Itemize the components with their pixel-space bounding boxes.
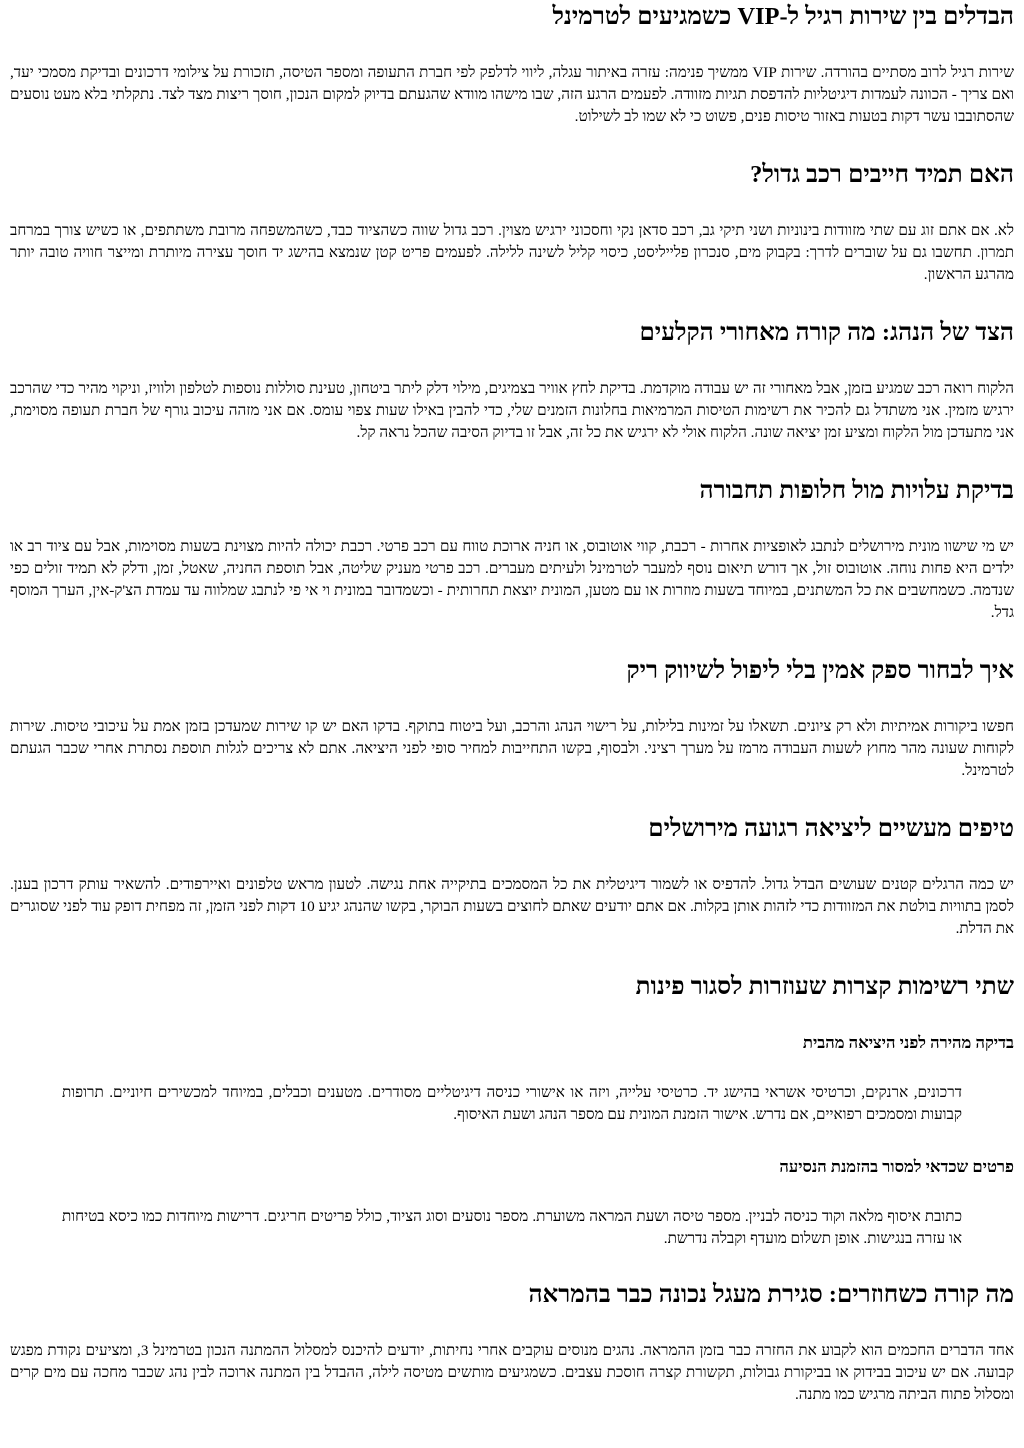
- section-paragraph: יש כמה הרגלים קטנים שעושים הבדל גדול. להדפיס או לשמור דיגיטלית את כל המסמכים בתיקייה אחת נגישה. לטעון מראש טלפונים ואיירפודים. להשאיר עותק דרכון בענן. לסמן בתוויות בולטת את המזוודות כדי לזהות אותן בקלות. אם אתם יודעים שאתם לחוצים בשעות הבוקר, בקשו שהנהג יגיע 10 דקות לפני הזמן, זה מפחית דופק עוד לפני שסוגרים את הדלת.: [10, 876, 1014, 937]
- section-heading: הבדלים בין שירות רגיל ל-VIP כשמגיעים לטרמינל: [552, 3, 1014, 30]
- subsection-paragraph: כתובת איסוף מלאה וקוד כניסה לבניין. מספר טיסה ושעת המראה משוערת. מספר נוסעים וסוג הציוד, כולל פריטים חריגים. דרישות מיוחדות כמו כיסא בטיחות או עזרה בנגישות. אופן תשלום מועדף וקבלה נדרשת.: [62, 1208, 962, 1247]
- section-heading: טיפים מעשיים ליציאה רגועה מירושלים: [648, 815, 1014, 842]
- section-practical-tips: [10, 814, 1014, 940]
- subsection-paragraph: דרכונים, ארנקים, וכרטיסי אשראי בהישג יד. כרטיסי עלייה, ויזה או אישורי כניסה דיגיטליים מסודרים. מטענים וכבלים, במיוחד למכשירים חיוניים. תרופות קבועות ומסמכים רפואיים, אם נדרש. אישור הזמנת המונית עם מספר הנהג ושעת האיסוף.: [62, 1084, 962, 1123]
- section-paragraph: לא. אם אתם זוג עם שתי מזוודות בינוניות ושני תיקי גב, רכב סדאן נקי וחסכוני ירגיש מצוין. רכב גדול שווה כשהציוד כבד, כשהמשפחה מרובת משתתפים, או כשיש צורך במרחב תמרון. תחשבו גם על שוברים לדרך: בקבוק מים, סנכרון פלייליסט, כיסוי קליל לשינה ללילה. לפעמים פריט קטן שנמצא בהישג יד חוסך עצירה מיותרת ומייצר חוויה טובה יותר מהרגע הראשון.: [10, 222, 1014, 283]
- section-driver-side: [10, 318, 1014, 444]
- section-paragraph: הלקוח רואה רכב שמגיע בזמן, אבל מאחורי זה יש עבודה מוקדמת. בדיקת לחץ אוויר בצמיגים, מילוי דלק ליתר ביטחון, טעינת סוללות נוספות לטלפון ולוויז, וניקוי מהיר כדי שהרכב ירגיש מזמין. אני משתדל גם להכיר את רשימות הטיסות המרמיאות בחלונות הזמנים שלי, כדי להבין באילו שעות צפוי עומס. אם אני מזהה עיכוב גורף של חברת תעופה מסוימת, אני מתעדכן מול הלקוח ומציע זמן יציאה שונה. הלקוח אולי לא ירגיש את כל זה, אבל זו בדיוק הסיבה שהכל נראה קל.: [10, 380, 1014, 441]
- subsection-heading: בדיקה מהירה לפני היציאה מהבית: [802, 1033, 1014, 1052]
- section-cost-comparison: [10, 476, 1014, 624]
- section-paragraph: אחד הדברים החכמים הוא לקבוע את החזרה כבר בזמן ההמראה. נהגים מנוסים עוקבים אחרי נחיתות, יודעים להיכנס למסלול ההמתנה הנכון בטרמינל 3, ומציעים נקודת מפגש קבועה. אם יש עיכוב בבידוק או בביקורת גבולות, תקשורת קצרה חוסכת עצבים. כשמגיעים מותשים מטיסה לילה, ההבדל בין המתנה ארוכה לבין נהג שכבר מחכה עם מים קרים ומסלול פתוח הביתה מרגיש כמו מתנה.: [10, 1342, 1014, 1403]
- section-choose-provider: [10, 656, 1014, 782]
- section-heading: שתי רשימות קצרות שעוזרות לסגור פינות: [635, 973, 1014, 1000]
- section-vehicle-size: [10, 160, 1014, 286]
- section-short-lists: [10, 972, 1014, 1250]
- section-heading: האם תמיד חייבים רכב גדול?: [750, 161, 1014, 188]
- section-heading: הצד של הנהג: מה קורה מאחורי הקלעים: [639, 319, 1014, 346]
- section-return-trip: [10, 1280, 1014, 1406]
- section-heading: איך לבחור ספק אמין בלי ליפול לשיווק ריק: [626, 657, 1014, 684]
- subsection-booking-details: [10, 1156, 1014, 1250]
- subsection-heading: פרטים שכדאי למסור בהזמנת הנסיעה: [779, 1157, 1014, 1176]
- section-paragraph: שירות רגיל לרוב מסתיים בהורדה. שירות VIP ממשיך פנימה: עזרה באיתור עגלה, ליווי לדלפק לפי חברת התעופה ומספר הטיסה, תזכורת על צילומי דרכונים ובדיקת מסמכי יעד, ואם צריך - הכוונה לעמדות דיגיטליות להדפסת תגיות מזוודה. לפעמים הרגע הזה, שבו מישהו מוודא שהגעתם בדיוק למקום הנכון, חוסך ריצות מצד לצד. נתקלתי בלא מעט נוסעים שהסתובבו עשר דקות בטעות באזור טיסות פנים, פשוט כי לא שמו לב לשילוט.: [10, 64, 1014, 125]
- section-paragraph: יש מי שישוו מונית מירושלים לנתבג לאופציות אחרות - רכבת, קווי אוטובוס, או חניה ארוכת טווח עם רכב פרטי. רכבת יכולה להיות מצוינת בשעות מסוימות, אבל עם ציוד רב או ילדים היא פחות נוחה. אוטובוס זול, אך דורש תיאום נוסף למעבר לטרמינל ולעיתים מעברים. רכב פרטי מעניק שליטה, אבל תוספת החניה, שאטל, זמן, ודלק לא תמיד זולים כפי שנדמה. כשמחשבים את כל המשתנים, במיוחד בשעות מוזרות או עם מטען, המונית יוצאת תחרותית - וכשמדובר במונית וי אי פי לנתבג שמלווה עד עמדת הצ'ק-אין, הערך המוסף גדל.: [10, 538, 1014, 621]
- section-vip-differences: [10, 2, 1014, 128]
- section-heading: מה קורה כשחוזרים: סגירת מעגל נכונה כבר בהמראה: [528, 1281, 1014, 1308]
- section-heading: בדיקת עלויות מול חלופות תחבורה: [699, 477, 1014, 504]
- subsection-pre-departure-check: [10, 1032, 1014, 1126]
- section-paragraph: חפשו ביקורות אמיתיות ולא רק ציונים. תשאלו על זמינות בלילות, על רישוי הנהג והרכב, ועל ביטוח בתוקף. בדקו האם יש קו שירות שמעדכן בזמן אמת על עיכובי טיסות. שירות לקוחות שעונה מהר מחוץ לשעות העבודה מרמז על מערך רציני. ולבסוף, בקשו התחייבות למחיר סופי לפני היציאה. אתם לא צריכים לגלות תוספת נסתרת אחרי שכבר הגעתם לטרמינל.: [10, 718, 1014, 779]
